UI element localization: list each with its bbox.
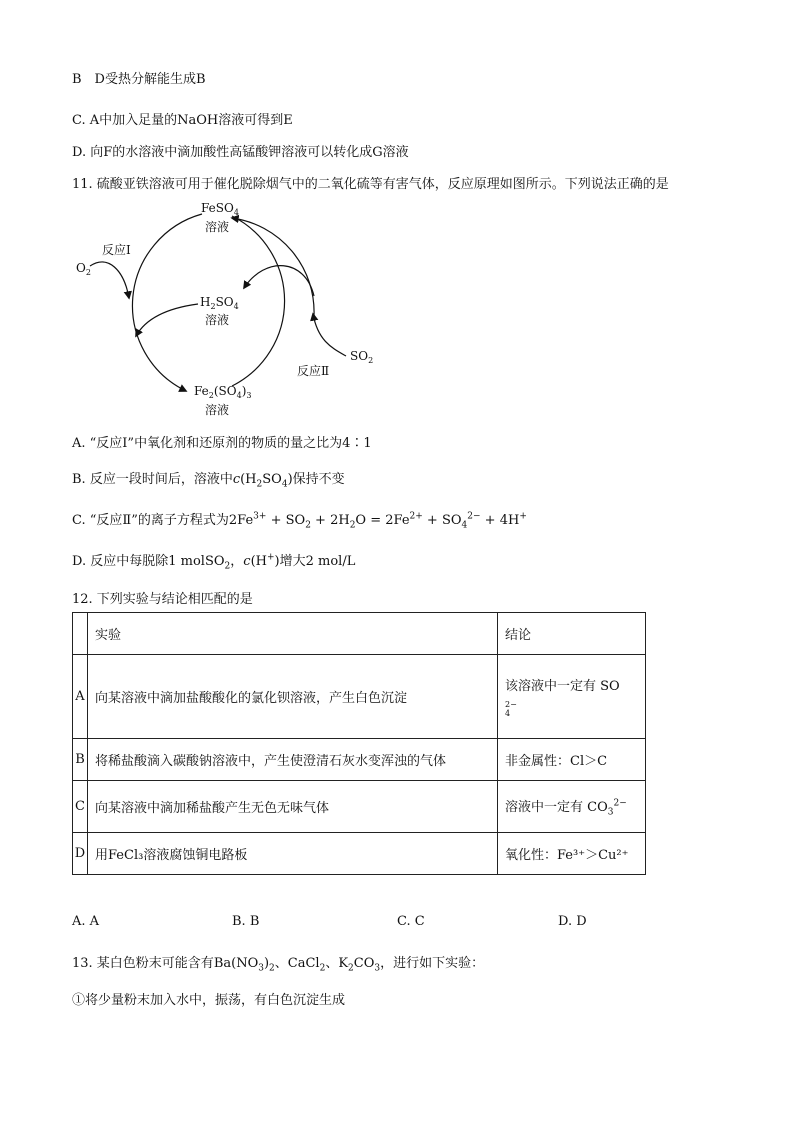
- label-so2: $SO_2$: [350, 349, 374, 365]
- label-fe2so43-solution: 溶液: [205, 403, 230, 417]
- row-conclusion: 溶液中一定有 $CO_3^{2-}$: [498, 781, 646, 833]
- experiment-table: [72, 612, 646, 875]
- row-label: B: [73, 739, 88, 781]
- q11-option-d: D. 反应中每脱除1 molSO$_2$，c(H+)增大2 mol/L: [72, 552, 356, 572]
- arc-feso4-to-fe2so43: [132, 214, 202, 391]
- q10-option-d: D. 向F的水溶液中滴加酸性高锰酸钾溶液可以转化成G溶液: [72, 145, 409, 160]
- q12-option-c: C. C: [397, 914, 425, 929]
- q10-option-c: C. A中加入足量的NaOH溶液可得到E: [72, 113, 293, 128]
- label-feso4-solution: 溶液: [205, 220, 230, 234]
- label-feso4: FeSO$_4$: [201, 201, 239, 217]
- table-row: [73, 833, 646, 875]
- q13-step-1: ①将少量粉末加入水中，振荡，有白色沉淀生成: [72, 993, 346, 1008]
- row-experiment: 向某溶液中滴加稀盐酸产生无色无味气体: [88, 781, 498, 833]
- header-cell: [73, 613, 88, 655]
- row-conclusion: 非金属性：Cl＞C: [498, 739, 646, 781]
- row-label: D: [73, 833, 88, 875]
- table-row: [73, 739, 646, 781]
- row-label: A: [73, 655, 88, 739]
- q13-stem: 13. 某白色粉末可能含有$Ba(NO_3)_2$、CaCl$_2$、$K_2CO_3$，进行如下实验：: [72, 956, 485, 974]
- label-h2so4-solution: 溶液: [205, 313, 230, 327]
- label-o2: $O_2$: [76, 261, 91, 277]
- q11-option-a: A. “反应Ⅰ”中氧化剂和还原剂的物质的量之比为4∶1: [72, 436, 372, 451]
- table-row: [73, 655, 646, 739]
- arrow-so2: [313, 314, 346, 356]
- row-conclusion: 该溶液中一定有 SO 2− 4: [498, 655, 646, 739]
- arrow-h2so4-to-left: [136, 304, 198, 336]
- header-conclusion: 结论: [498, 613, 646, 655]
- q12-option-b: B. B: [232, 914, 260, 929]
- header-experiment: 实验: [88, 613, 498, 655]
- label-reaction-2: 反应Ⅱ: [297, 364, 330, 378]
- row-conclusion: 氧化性：Fe³⁺＞Cu²⁺: [498, 833, 646, 875]
- cycle-arc-right: [232, 216, 285, 386]
- row-experiment: 将稀盐酸滴入碳酸钠溶液中，产生使澄清石灰水变浑浊的气体: [88, 739, 498, 781]
- label-fe2so43: $Fe_2(SO_4)_3$: [194, 384, 252, 400]
- q11-option-c: C. “反应Ⅱ”的离子方程式为$2Fe^{3+} + SO_2 + 2H_2O = 2Fe^{2+} + SO_4^{2-} + 4H^+$: [72, 511, 527, 531]
- label-reaction-1: 反应Ⅰ: [102, 243, 131, 257]
- table-header-row: [73, 613, 646, 655]
- q12-stem: 12. 下列实验与结论相匹配的是: [72, 592, 253, 607]
- q12-option-d: D. D: [558, 914, 587, 929]
- q11-stem: 11. 硫酸亚铁溶液可用于催化脱除烟气中的二氧化硫等有害气体，反应原理如图所示。下列说法正确的是: [72, 177, 669, 192]
- row-label: C: [73, 781, 88, 833]
- label-h2so4: $H_2SO_4$: [200, 295, 239, 311]
- row-experiment: 向某溶液中滴加盐酸酸化的氯化钡溶液，产生白色沉淀: [88, 655, 498, 739]
- reaction-cycle-diagram: [60, 196, 390, 422]
- arrow-o2: [90, 262, 129, 298]
- row-experiment: 用FeCl₃溶液腐蚀铜电路板: [88, 833, 498, 875]
- q12-option-a: A. A: [72, 914, 100, 929]
- q10-option-b: B D受热分解能生成B: [72, 72, 206, 87]
- q11-option-b: B. 反应一段时间后，溶液中$c(H_2SO_4)$保持不变: [72, 472, 345, 490]
- table-row: [73, 781, 646, 833]
